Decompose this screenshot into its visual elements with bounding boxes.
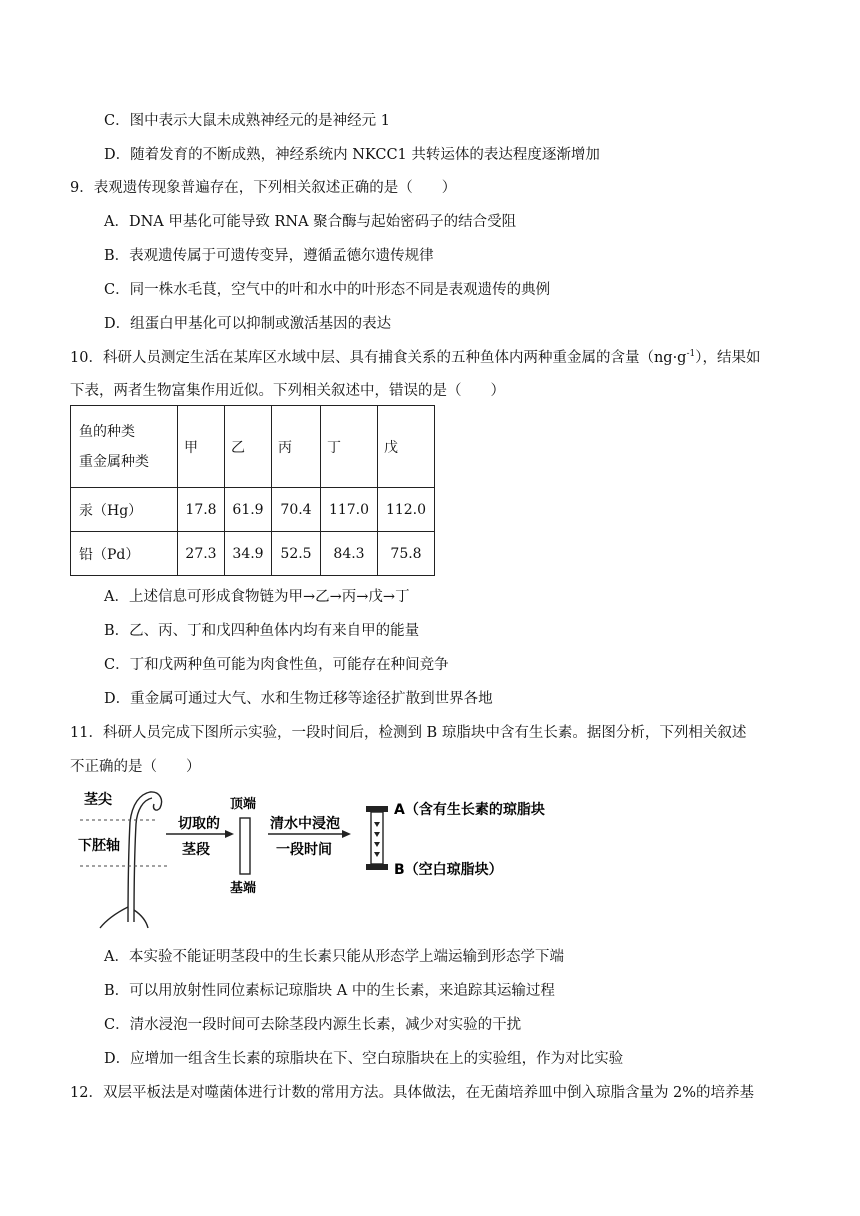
q9-option-c: C．同一株水毛茛，空气中的叶和水中的叶形态不同是表观遗传的典例 [104, 282, 551, 298]
q9-option-a: A．DNA 甲基化可能导致 RNA 聚合酶与起始密码子的结合受阻 [104, 214, 517, 230]
arrow-head-icon [225, 830, 234, 838]
q12-stem-line1: 12．双层平板法是对噬菌体进行计数的常用方法。具体做法，在无菌培养皿中倒入琼脂含量为 2%的培养基 [70, 1085, 755, 1101]
auxin-experiment-figure [70, 782, 570, 930]
q8-option-c: C．图中表示大鼠未成熟神经元的是神经元 1 [104, 113, 390, 129]
table-row [71, 488, 435, 532]
q11-option-a: A．本实验不能证明茎段中的生长素只能从形态学上端运输到形态学下端 [104, 949, 564, 965]
q9-option-d: D．组蛋白甲基化可以抑制或激活基因的表达 [104, 316, 392, 332]
arrow2-label-line2: 一段时间 [276, 842, 332, 858]
q11-stem-line2: 不正确的是（ ） [70, 759, 201, 775]
table-cell: 75.8 [378, 532, 435, 576]
arrow1-label-line1: 切取的 [178, 816, 220, 832]
species-header: 丁 [321, 406, 378, 488]
q11-option-b: B．可以用放射性同位素标记琼脂块 A 中的生长素，来追踪其运输过程 [104, 983, 555, 999]
auxin-arrows-icon [374, 822, 380, 857]
table-cell: 17.8 [178, 488, 225, 532]
q9-option-b: B．表观遗传属于可遗传变异，遵循孟德尔遗传规律 [104, 248, 434, 264]
q11-stem-line1: 11．科研人员完成下图所示实验，一段时间后，检测到 B 琼脂块中含有生长素。据图分析，下列相关叙述 [70, 725, 747, 741]
arrow1-label-line2: 茎段 [182, 842, 210, 858]
table-row [71, 532, 435, 576]
q10-stem-line1: 10．科研人员测定生活在某库区水域中层、具有捕食关系的五种鱼体内两种重金属的含量$(ng\cdot g^{-1})$，结果如 [70, 349, 761, 366]
arrow-head-icon [342, 830, 351, 838]
species-header: 乙 [225, 406, 272, 488]
table-cell: 34.9 [225, 532, 272, 576]
heavy-metal-table [70, 405, 435, 576]
arrow2-label-line1: 清水中浸泡 [270, 816, 340, 832]
q10-option-b: B．乙、丙、丁和戊四种鱼体内均有来自甲的能量 [104, 623, 420, 639]
table-cell: 27.3 [178, 532, 225, 576]
q8-option-d: D．随着发育的不断成熟，神经系统内 NKCC1 共转运体的表达程度逐渐增加 [104, 147, 600, 163]
agar-block-a [366, 806, 388, 812]
table-cell: 117.0 [321, 488, 378, 532]
q9-stem: 9．表观遗传现象普遍存在，下列相关叙述正确的是（ ） [70, 180, 457, 196]
label-apical-end: 顶端 [230, 797, 257, 812]
row-label: 铅（Pd） [71, 532, 178, 576]
label-agar-b: B（空白琼脂块） [394, 862, 503, 878]
label-hypocotyl: 下胚轴 [78, 838, 120, 854]
q10-option-c: C．丁和戊两种鱼可能为肉食性鱼，可能存在种间竞争 [104, 657, 449, 673]
species-header: 戊 [378, 406, 435, 488]
label-stem-tip: 茎尖 [84, 792, 112, 808]
header-metal-label: 重金属种类 [79, 453, 149, 470]
table-cell: 112.0 [378, 488, 435, 532]
q11-option-c: C．清水浸泡一段时间可去除茎段内源生长素，减少对实验的干扰 [104, 1017, 522, 1033]
q10-option-d: D．重金属可通过大气、水和生物迁移等途径扩散到世界各地 [104, 691, 493, 707]
species-header: 甲 [178, 406, 225, 488]
label-basal-end: 基端 [230, 881, 257, 896]
seedling-drawing [100, 792, 162, 928]
agar-block-b [366, 864, 388, 870]
table-header-cell [71, 406, 178, 488]
table-cell: 61.9 [225, 488, 272, 532]
stem-segment [240, 818, 250, 874]
label-agar-a: A（含有生长素的琼脂块 [394, 802, 545, 818]
q11-option-d: D．应增加一组含生长素的琼脂块在下、空白琼脂块在上的实验组，作为对比实验 [104, 1051, 624, 1067]
row-label: 汞（Hg） [71, 488, 178, 532]
table-cell: 52.5 [272, 532, 321, 576]
q10-stem-line2: 下表，两者生物富集作用近似。下列相关叙述中，错误的是（ ） [70, 383, 505, 399]
table-cell: 84.3 [321, 532, 378, 576]
table-cell: 70.4 [272, 488, 321, 532]
species-header: 丙 [272, 406, 321, 488]
header-species-label: 鱼的种类 [79, 423, 135, 440]
q10-option-a: A．上述信息可形成食物链为甲→乙→丙→戊→丁 [104, 589, 410, 605]
